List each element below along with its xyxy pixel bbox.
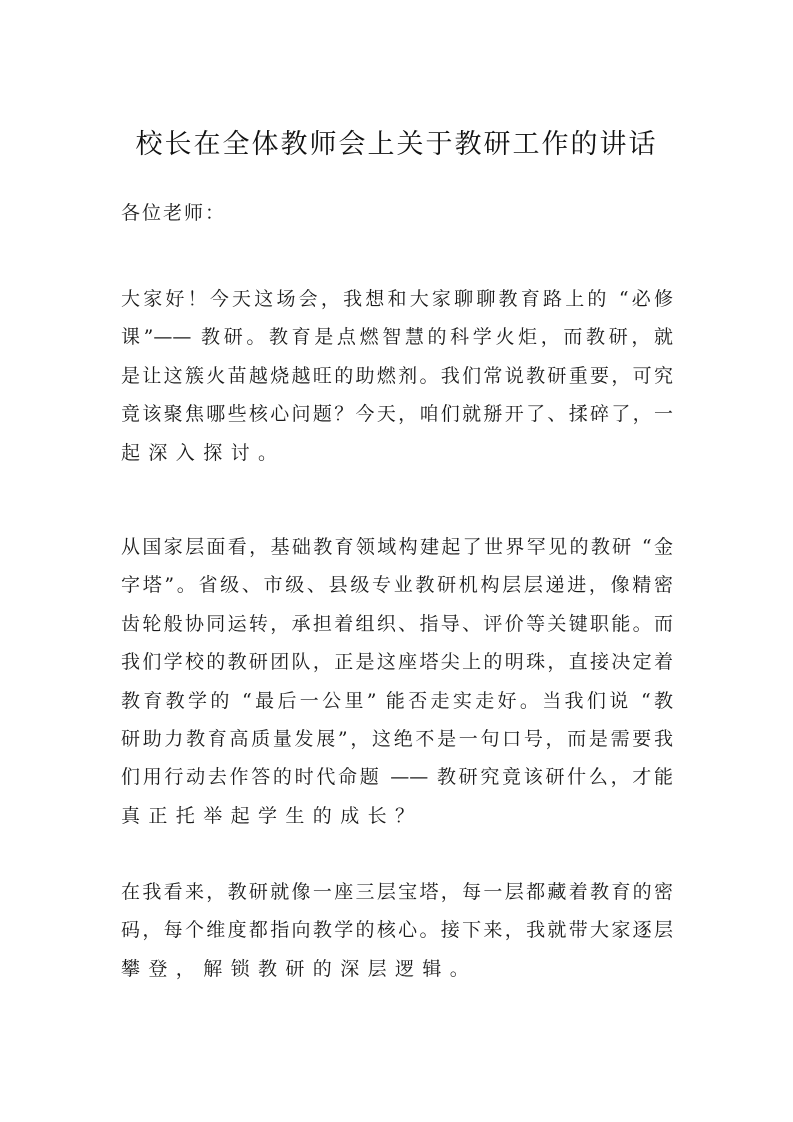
- text-line: 码，每个维度都指向教学的核心。接下来，我就带大家逐层: [121, 919, 673, 942]
- paragraph-three-layer-pagoda: [121, 873, 676, 988]
- paragraph-national-level: [121, 528, 676, 835]
- paragraph-greeting: [121, 280, 676, 472]
- text-line: 教育教学的 “最后一公里” 能否走实走好。当我们说 “教: [121, 689, 673, 712]
- text-line: 起深入探讨。: [121, 441, 286, 464]
- text-line: 从国家层面看，基础教育领域构建起了世界罕见的教研 “金: [121, 536, 673, 558]
- text-line: 大家好！今天这场会，我想和大家聊聊教育路上的 “必修: [121, 288, 673, 310]
- text-line: 我们学校的教研团队，正是这座塔尖上的明珠，直接决定着: [121, 651, 673, 674]
- text-line: 竟该聚焦哪些核心问题？今天，咱们就掰开了、揉碎了，一: [121, 403, 673, 426]
- document-title: 校长在全体教师会上关于教研工作的讲话: [135, 129, 658, 160]
- text-line: 课”—— 教研。教育是点燃智慧的科学火炬，而教研，就: [121, 326, 673, 349]
- text-line: 研助力教育高质量发展”，这绝不是一句口号，而是需要我: [121, 727, 673, 750]
- text-line: 攀登，解锁教研的深层逻辑。: [121, 957, 478, 980]
- text-line: 在我看来，教研就像一座三层宝塔，每一层都藏着教育的密: [121, 881, 673, 903]
- text-line: 字塔”。省级、市级、县级专业教研机构层层递进，像精密: [121, 574, 673, 597]
- text-line: 真正托举起学生的成长？: [121, 804, 423, 827]
- text-line: 齿轮般协同运转，承担着组织、指导、评价等关键职能。而: [121, 612, 673, 635]
- text-line: 是让这簇火苗越烧越旺的助燃剂。我们常说教研重要，可究: [121, 364, 673, 387]
- text-line: 们用行动去作答的时代命题 —— 教研究竟该研什么，才能: [121, 766, 673, 789]
- salutation: 各位老师：: [121, 202, 227, 224]
